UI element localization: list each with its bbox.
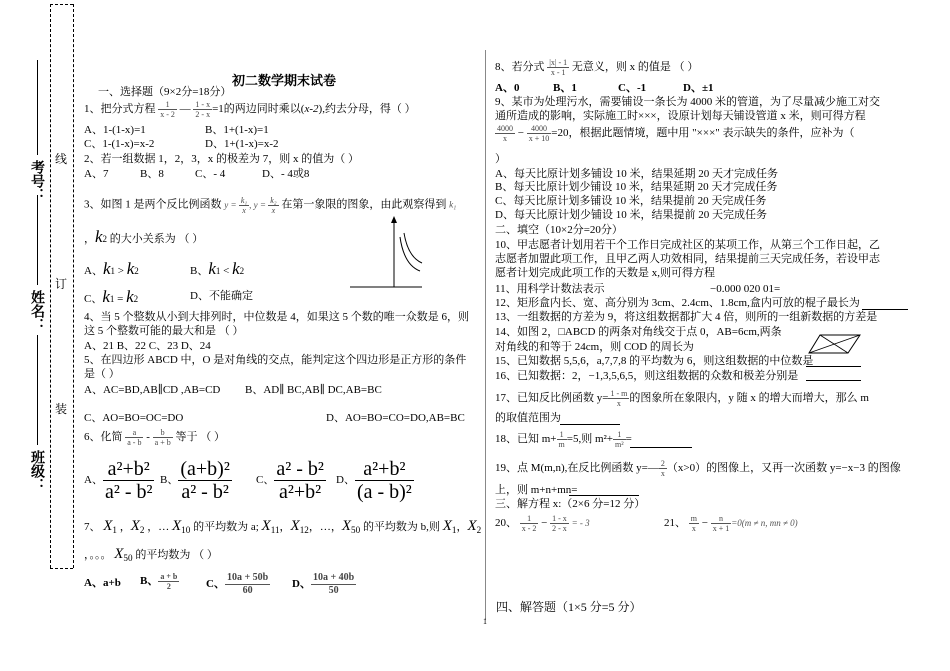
dashed-bottom (50, 568, 73, 569)
q11-value: −0.000 020 01= (710, 283, 781, 295)
section-3-heading: 三、解方程 x:（2×6 分=12 分） (495, 498, 646, 510)
q3-option-c: C、k1 = k2 (84, 287, 139, 306)
q17-line2: 的取值范围为 (495, 412, 561, 424)
q10-line3: 愿者计划完成此项工作的天数是 x,则可得方程 (495, 267, 715, 279)
q6-option-d: D、 $\frac{\text{a²+b²}}{\text{(a - b)²}}$ (336, 458, 412, 503)
q1-option-d: D、1+(1-x)=x-2 (205, 138, 279, 150)
q21-rhs: =0(m ≠ n, mn ≠ 0) (731, 518, 798, 529)
q7-option-b: B、 $\frac{a + b}{2}$ (140, 572, 178, 591)
section-2-heading: 二、填空（10×2分=20分） (495, 224, 623, 236)
question-8: 8、若分式 $\frac{|x| - 1}{x - 1}$ 无意义，则 x 的值是 （ ） (495, 58, 699, 77)
q1-fraction-b: $\frac{1 - x}{2 - x}$ (195, 100, 211, 119)
q19-answer-line[interactable] (569, 495, 639, 496)
page-title: 初二数学期末试卷 (232, 73, 337, 88)
exam-no-label: 考号： (29, 160, 44, 202)
q18-mid: =5,则 m²+ (566, 433, 614, 446)
q7-text-b: 的平均数为 b,则 (362, 521, 440, 533)
q19-line2: 上，则 m+n+mn= (495, 484, 578, 496)
q9-line2: 通所造成的影响，实际施工时×××，设原计划每天铺设管道 x 米，则可得方程 (495, 110, 866, 122)
question-12: 12、矩形盒内长、宽、高分别为 3cm、2.4cm、1.8cm,盒内可放的棍子最长为 (495, 297, 860, 309)
question-19: 19、点 M(m,n),在反比例函数 y=— $\frac{2}{x}$ （x>0）的图像上，又再一次函数 y=−x−3 的图像 (495, 459, 901, 478)
q20-label: 20、 (495, 517, 517, 530)
q8-option-c: C、-1 (618, 82, 647, 94)
section-1-heading: 一、选择题（9×2分=18分） (98, 86, 232, 98)
question-1: 1、把分式方程 $\frac{1}{x - 2}$ — $\frac{1 - x}{2 - x}$ =1的两边同时乘以(x-2),约去分母，得（ ） (84, 100, 416, 119)
q8-option-b: B、1 (553, 82, 577, 94)
q7-ellipsis: ，。。。 (84, 549, 112, 561)
q3-option-d: D、不能确定 (190, 290, 253, 302)
q17-prefix: 17、已知反比例函数 y= (495, 392, 609, 405)
q7-label: 7、 (84, 521, 101, 533)
section-4-heading: 四、解答题（1×5 分=5 分） (496, 600, 642, 614)
question-3: 3、如图 1 是两个反比例函数 y = $\frac{\text{k₁}}{x}$ , y = $\frac{\text{k₂}}{x}$ 在第一象限的图象，由此观察得到 k₁ (84, 196, 457, 215)
q3-text: 3、如图 1 是两个反比例函数 (84, 198, 222, 211)
q9-line4: ） (495, 153, 506, 165)
q17-suffix: 的图象所在象限内，y 随 x 的增大而增大，那么 m (629, 392, 869, 405)
q9-option-c: C、每天比原计划多铺设 10 米，结果提前 20 天完成任务 (495, 195, 767, 207)
q3-line2: ，k2 的大小关系为 （ ） (84, 227, 204, 246)
q1-eq: =1的两边同时乘以 (212, 103, 301, 116)
question-6: 6、化简 $\frac{a}{a - b}$ - $\frac{b}{a + b}$ 等于 （ ） (84, 428, 225, 447)
q19-prefix: 19、点 M(m,n),在反比例函数 y=— (495, 462, 659, 475)
q8-option-a: A、0 (495, 82, 520, 94)
seal-line-char: 线 (55, 152, 68, 166)
q18-answer-line[interactable] (630, 447, 692, 448)
q5-option-c: C、AO=BO=OC=DO (84, 412, 184, 424)
q3-text4: 的大小关系为 （ ） (109, 233, 204, 245)
q9-option-d: D、每天比原计划少铺设 10 米，结果提前 20 天完成任务 (495, 209, 767, 221)
question-5: 5、在四边形 ABCD 中，O 是对角线的交点，能判定这个四边形是正方形的条件 (84, 354, 467, 366)
q18-prefix: 18、已知 m+ (495, 433, 557, 446)
question-16: 16、已知数据：2，−1,3,5,6,5，则这组数据的众数和极差分别是 (495, 370, 799, 382)
exam-no-line (37, 60, 38, 155)
q9-line3: $\frac{4000}{x}$ − $\frac{4000}{x + 10}$ =20，根据此题情境，题中用 "×××" 表示缺失的条件，应补为（ (497, 124, 855, 143)
q1-option-c: C、1-(1-x)=x-2 (84, 138, 155, 150)
q2-option-a: A、7 (84, 168, 109, 180)
q4-options: A、21 B、22 C、23 D、24 (84, 340, 211, 352)
q15-answer-line[interactable] (806, 366, 861, 367)
q9-option-b: B、每天比原计划少铺设 10 米，结果延期 20 天才完成任务 (495, 181, 778, 193)
q7-opt-c-label: C、 (206, 578, 225, 591)
q3-comma: ， (84, 233, 95, 245)
q5-option-a: A、AC=BD,AB∥CD ,AB=CD (84, 384, 221, 396)
question-20: 20、 $\frac{1}{x - 2}$ − $\frac{1 - x}{2 - x}$ = - 3 (495, 514, 590, 533)
q3-text2: 在第一象限的图象，由此观察得到 (281, 198, 447, 211)
q7-text-c: 的平均数为 （ ） (135, 549, 218, 561)
q1-fraction-a: $\frac{1}{x - 2}$ (160, 100, 175, 119)
figure-2-parallelogram (808, 333, 862, 355)
q6-option-c: C、 $\frac{\text{a² - b²}}{\text{a²+b²}}$ (256, 458, 324, 503)
q8-option-d: D、±1 (683, 82, 714, 94)
question-21: 21、 $\frac{m}{x}$ − $\frac{n}{x + 1}$ =0(m ≠ n, mn ≠ 0) (664, 514, 798, 533)
q6-option-b: B、 $\frac{\text{(a+b)²}}{\text{a² - b²}}$ (160, 458, 230, 503)
q6-text: 6、化简 (84, 431, 123, 444)
dashed-border-right (73, 4, 74, 568)
column-divider (485, 50, 486, 620)
q5-option-d: D、AO=BO=CO=DO,AB=BC (326, 412, 465, 424)
q8-suffix: 无意义，则 x 的值是 （ ） (571, 61, 699, 74)
q3-option-b: B、k1 < k2 (190, 259, 245, 278)
name-label: 姓名： (29, 290, 44, 332)
question-11: 11、用科学计数法表示 (495, 283, 605, 295)
page-number: 1 (483, 617, 487, 626)
question-9: 9、某市为处理污水，需要铺设一条长为 4000 米的管道，为了尽量减少施工对交 (495, 96, 880, 108)
q9-eq-text: =20，根据此题情境，题中用 "×××" 表示缺失的条件，应补为（ (551, 127, 855, 140)
q6-option-a: A、 $\frac{\text{a²+b²}}{\text{a² - b²}}$ (84, 458, 153, 503)
q6-opt-d-label: D、 (336, 474, 355, 487)
q20-rhs: = - 3 (571, 518, 590, 529)
dashed-top (50, 4, 73, 5)
q1-factor: x-2 (304, 103, 319, 116)
q18-suffix: = (625, 433, 632, 446)
seal-pack-char: 装 (55, 402, 68, 416)
q3-opt-c-label: C、 (84, 293, 103, 305)
q1-option-a: A、1-(1-x)=1 (84, 124, 146, 136)
q7-line2: ，。。。 $X_{50}$ 的平均数为 （ ） (84, 546, 218, 564)
question-4: 4、当 5 个整数从小到大排列时，中位数是 4，如果这 5 个数的唯一众数是 6，则 (84, 311, 469, 323)
seal-bind-char: 订 (55, 277, 68, 291)
q16-answer-line[interactable] (806, 380, 861, 381)
q17-answer-line[interactable] (560, 424, 620, 425)
q6-opt-c-label: C、 (256, 474, 275, 487)
figure-1-hyperbola (348, 215, 424, 290)
class-label: 班级： (29, 450, 44, 492)
q5-line2: 是（ ） (84, 368, 120, 380)
question-17: 17、已知反比例函数 y= $\frac{1 - m}{x}$ 的图象所在象限内，y 随 x 的增大而增大，那么 m (495, 389, 869, 408)
question-14: 14、如图 2，□ABCD 的两条对角线交于点 0，AB=6cm,两条 (495, 326, 782, 338)
q19-suffix: （x>0）的图像上，又再一次函数 y=−x−3 的图像 (666, 462, 901, 475)
q1-prefix: 1、把分式方程 (84, 103, 156, 116)
q6-opt-a-label: A、 (84, 474, 103, 487)
q21-label: 21、 (664, 517, 686, 530)
question-10: 10、甲志愿者计划用若干个工作日完成社区的某项工作，从第三个工作日起，乙 (495, 239, 880, 251)
q7-option-d: D、 $\frac{10a + 40b}{50}$ (292, 572, 355, 596)
q1-option-b: B、1+(1-x)=1 (205, 124, 269, 136)
q7-opt-d-label: D、 (292, 578, 311, 591)
q7-text-a: 的平均数为 a; (193, 521, 259, 533)
q2-option-c: C、- 4 (195, 168, 226, 180)
q2-option-d: D、- 4或8 (262, 168, 310, 180)
question-7: 7、 $X_1$ ，$X_2$ ，… $X_{10}$ 的平均数为 a; $X_{11}$，$X_{12}$，…，$X_{50}$ 的平均数为 b,则 $X_1$，$X_2$ (84, 518, 482, 536)
question-13: 13、一组数据的方差为 9，将这组数据都扩大 4 倍，则所的一组新数据的方差是 (495, 311, 878, 323)
q2-option-b: B、8 (140, 168, 164, 180)
q3-option-a: A、k1 > k2 (84, 259, 139, 278)
question-15: 15、已知数据 5,5,6，a,7,7,8 的平均数为 6，则这组数据的中位数是 (495, 355, 814, 367)
q12-answer-line[interactable] (862, 309, 908, 310)
q8-prefix: 8、若分式 (495, 61, 545, 74)
q7-option-a: A、a+b (84, 577, 121, 589)
q6-opt-b-label: B、 (160, 474, 179, 487)
q3-opt-b-label: B、 (190, 265, 209, 277)
question-2: 2、若一组数据 1，2，3，x 的极差为 7，则 x 的值为（ ） (84, 153, 359, 165)
q1-suffix: ,约去分母，得（ ） (322, 103, 416, 116)
q5-option-b: B、AD∥ BC,AB∥ DC,AB=BC (245, 384, 382, 396)
q6-suffix: 等于 （ ） (175, 431, 225, 444)
q4-line2: 这 5 个整数可能的最大和是 （ ） (84, 325, 244, 337)
q3-opt-a-label: A、 (84, 265, 103, 277)
name-line (37, 195, 38, 285)
class-line (37, 335, 38, 445)
dashed-border-left (50, 4, 51, 568)
q7-option-c: C、 $\frac{10a + 50b}{60}$ (206, 572, 269, 596)
q9-option-a: A、每天比原计划多铺设 10 米，结果延期 20 天才完成任务 (495, 168, 778, 180)
q14-line2: 对角线的和等于 24cm，则 COD 的周长为 (495, 341, 694, 353)
q7-opt-b-label: B、 (140, 575, 159, 588)
question-18: 18、已知 m+ $\frac{1}{m}$ =5,则 m²+ $\frac{1}{\text{m²}}$ = (495, 430, 632, 449)
q10-line2: 志愿者加盟此项工作，且甲乙两人功效相同，结果提前三天完成任务，若设甲志 (495, 253, 880, 265)
